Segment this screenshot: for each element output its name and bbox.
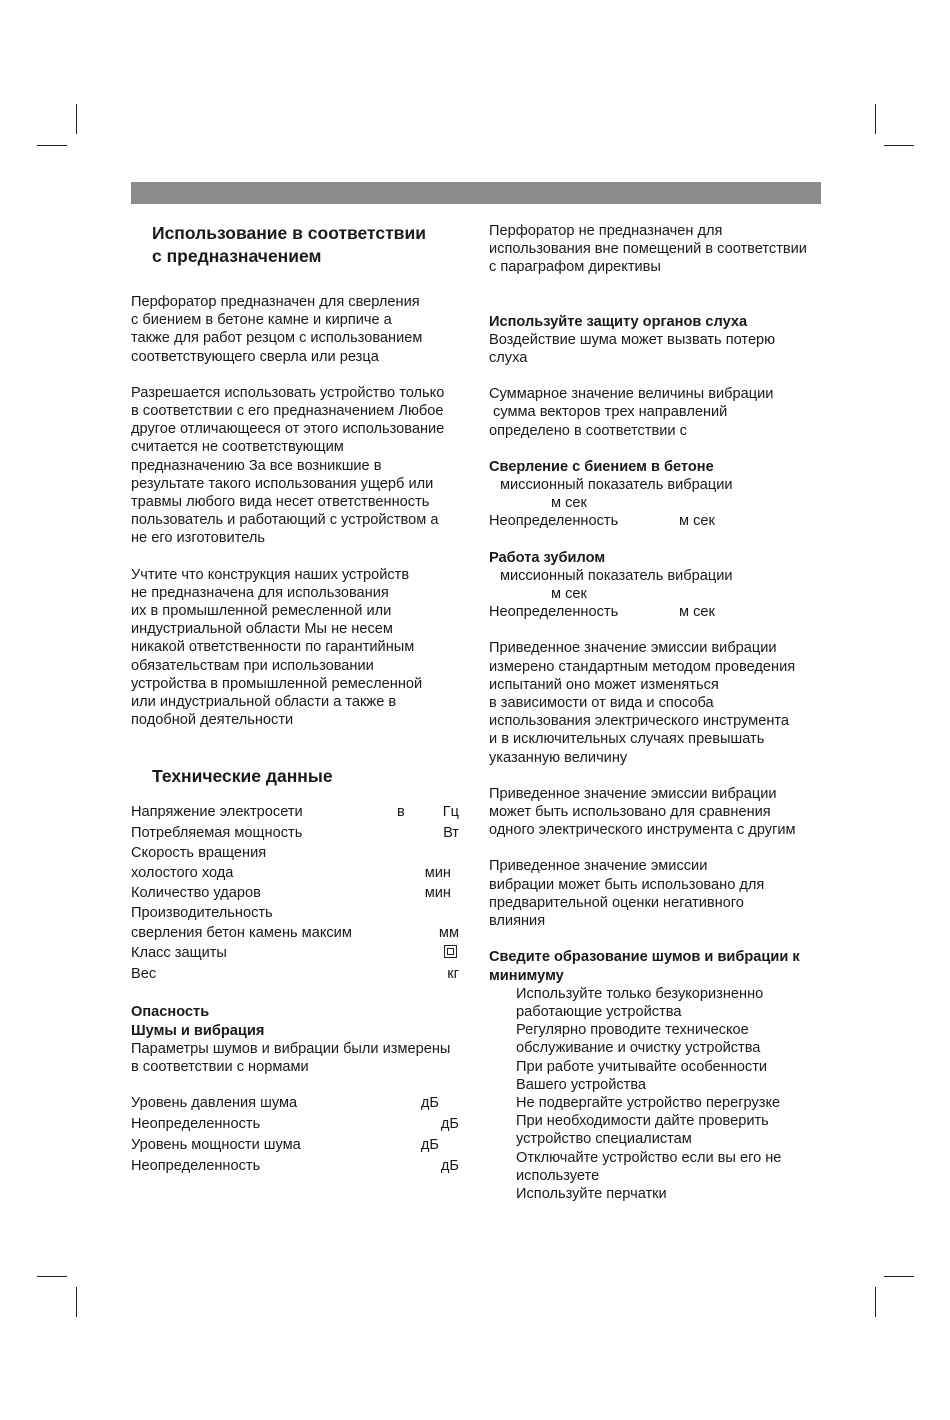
noise-label: Уровень давления шума [131, 1095, 298, 1112]
crop-mark [884, 145, 914, 146]
paragraph-outdoor [489, 222, 829, 277]
list-item: работающие устройства [516, 1003, 682, 1020]
tech-row-impacts [131, 883, 463, 904]
tech-row-power [131, 823, 463, 844]
tech-label: Производительность [131, 905, 273, 922]
noise-heading: Шумы и вибрация [131, 1022, 265, 1039]
text-line: Разрешается использовать устройство только [131, 384, 445, 401]
text-line: предварительной оценки негативного [489, 894, 744, 911]
text-line: Параметры шумов и вибрации были измерены [131, 1040, 451, 1057]
right-column [489, 222, 829, 1203]
tech-label: Потребляемая мощность [131, 825, 303, 842]
text-line: Сведите образование шумов и вибрации к [489, 949, 800, 966]
drill-uncertainty-row [489, 512, 829, 530]
text-line: сумма векторов трех направлений [489, 404, 728, 421]
text-line: результате такого использования ущерб или [131, 475, 434, 492]
text-line: их в промышленной ремесленной или [131, 603, 392, 620]
text-line: с параграфом директивы [489, 259, 661, 276]
text-line: в соответствии с нормами [131, 1059, 309, 1076]
text-line: Приведенное значение эмиссии [489, 858, 708, 875]
noise-row-pressure [131, 1093, 463, 1114]
noise-unit: дБ [420, 1137, 439, 1154]
uncertainty-unit: м сек [679, 513, 715, 530]
chisel-emission-label: миссионный показатель вибрации [500, 567, 733, 584]
drill-heading: Сверление с биением в бетоне [489, 458, 714, 475]
text-line: использования вне помещений в соответствии [489, 241, 807, 258]
list-item: используете [516, 1167, 600, 1184]
noise-intro [131, 1040, 463, 1076]
text-line: в соответствии с его предназначением Любое [131, 403, 444, 420]
text-line: пользователь и работающий с устройством а [131, 512, 439, 529]
tech-unit: кг [447, 966, 459, 983]
tech-value: в [397, 804, 405, 821]
tech-unit: мм [438, 924, 459, 941]
double-insulation-icon [444, 945, 457, 958]
text-line: может быть использовано для сравнения [489, 804, 771, 821]
uncertainty-unit: м сек [679, 604, 715, 621]
crop-mark [76, 1287, 77, 1317]
noise-unit: дБ [420, 1095, 439, 1112]
tech-label: Скорость вращения [131, 845, 267, 862]
tech-label: Вес [131, 966, 157, 983]
noise-row-uncertainty [131, 1156, 463, 1177]
paragraph-purpose [131, 293, 463, 366]
tech-unit: мин [424, 864, 451, 881]
noise-row-power [131, 1135, 463, 1156]
minimize-heading [489, 948, 829, 984]
text-line: с биением в бетоне камне и кирпиче а [131, 312, 392, 329]
text-line: вибрации может быть использовано для [489, 876, 765, 893]
text-line: минимуму [489, 967, 564, 984]
text-line: измерено стандартным методом проведения [489, 658, 796, 675]
paragraph-emission-1 [489, 639, 829, 766]
text-line: считается не соответствующим [131, 439, 344, 456]
list-item: обслуживание и очистку устройства [516, 1040, 761, 1057]
tech-label: Количество ударов [131, 885, 261, 902]
danger-heading: Опасность [131, 1004, 210, 1021]
text-line: не предназначена для использования [131, 584, 389, 601]
left-column [131, 222, 463, 1177]
text-line: указанную величину [489, 749, 628, 766]
crop-mark [884, 1276, 914, 1277]
text-line: обязательствам при использовании [131, 657, 374, 674]
noise-unit: дБ [440, 1158, 459, 1175]
noise-row-uncertainty [131, 1114, 463, 1135]
crop-mark [875, 1287, 876, 1317]
text-line: Перфоратор предназначен для сверления [131, 294, 420, 310]
hearing-text [489, 331, 829, 367]
text-line: или индустриальной области а также в [131, 694, 397, 711]
list-item: Регулярно проводите техническое [516, 1022, 749, 1039]
drill-emission-label: миссионный показатель вибрации [500, 477, 733, 494]
header-band [131, 182, 821, 204]
text-line: определено в соответствии с [489, 422, 687, 439]
section-title-tech-data: Технические данные [152, 766, 333, 787]
text-line: использования электрического инструмента [489, 713, 790, 730]
text-line: Приведенное значение эмиссии вибрации [489, 640, 777, 657]
tech-label: Класс защиты [131, 945, 227, 962]
text-line: Суммарное значение величины вибрации [489, 386, 774, 403]
text-line: индустриальной области Мы не несем [131, 621, 393, 638]
chisel-emission-unit: м сек [551, 586, 587, 603]
drill-emission-unit: м сек [551, 495, 587, 512]
list-item: Используйте только безукоризненно [516, 985, 764, 1002]
noise-label: Уровень мощности шума [131, 1137, 301, 1154]
crop-mark [37, 145, 67, 146]
title-line: Использование в соответствии [152, 223, 426, 243]
text-line: устройства в промышленной ремесленной [131, 675, 423, 692]
text-line: в зависимости от вида и способа [489, 695, 714, 712]
tech-data-table [131, 802, 463, 985]
tech-row-voltage [131, 802, 463, 823]
text-line: Приведенное значение эмиссии вибрации [489, 785, 777, 802]
list-item: При необходимости дайте проверить [516, 1113, 769, 1130]
vibration-text [489, 385, 829, 440]
text-line: влияния [489, 913, 546, 930]
section-title-intended-use [131, 222, 463, 268]
paragraph-emission-2 [489, 785, 829, 840]
text-line: также для работ резцом с использованием [131, 330, 423, 347]
noise-label: Неопределенность [131, 1158, 261, 1175]
tech-unit: мин [424, 885, 451, 902]
tech-unit: Гц [442, 804, 459, 821]
noise-table [131, 1093, 463, 1177]
tech-label: холостого хода [131, 864, 234, 881]
minimize-list [489, 985, 829, 1203]
text-line: Воздействие шума может вызвать потерю [489, 331, 776, 348]
text-line: другое отличающееся от этого использование [131, 421, 445, 438]
tech-label: сверления бетон камень максим [131, 924, 352, 941]
tech-row-class [131, 943, 463, 964]
hearing-heading: Используйте защиту органов слуха [489, 313, 748, 330]
list-item: Вашего устройства [516, 1076, 647, 1093]
text-line: никакой ответственности по гарантийным [131, 639, 415, 656]
text-line: Перфоратор не предназначен для [489, 223, 723, 239]
text-line: испытаний оно может изменяться [489, 676, 719, 693]
tech-row-speed [131, 844, 463, 883]
chisel-heading: Работа зубилом [489, 549, 606, 566]
text-line: предназначению За все возникшие в [131, 457, 382, 474]
list-item: При работе учитывайте особенности [516, 1058, 768, 1075]
noise-unit: дБ [440, 1116, 459, 1133]
uncertainty-label: Неопределенность [489, 513, 619, 530]
uncertainty-label: Неопределенность [489, 604, 619, 621]
tech-label: Напряжение электросети [131, 804, 303, 821]
text-line: соответствующего сверла или резца [131, 348, 379, 365]
paragraph-industrial-use [131, 566, 463, 730]
tech-row-performance [131, 904, 463, 943]
crop-mark [76, 104, 77, 134]
noise-label: Неопределенность [131, 1116, 261, 1133]
text-line: подобной деятельности [131, 712, 294, 729]
text-line: Учтите что конструкция наших устройств [131, 566, 410, 583]
list-item: Используйте перчатки [516, 1185, 667, 1202]
list-item: Не подвергайте устройство перегрузке [516, 1094, 781, 1111]
paragraph-permitted-use [131, 384, 463, 548]
chisel-uncertainty-row [489, 603, 829, 621]
crop-mark [37, 1276, 67, 1277]
text-line: одного электрического инструмента с другим [489, 822, 796, 839]
text-line: не его изготовитель [131, 530, 265, 547]
paragraph-emission-3 [489, 857, 829, 930]
text-line: слуха [489, 350, 528, 367]
list-item: Отключайте устройство если вы его не [516, 1149, 782, 1166]
text-line: и в исключительных случаях превышать [489, 731, 765, 748]
title-line: с предназначением [152, 246, 322, 266]
list-item: устройство специалистам [516, 1131, 692, 1148]
crop-mark [875, 104, 876, 134]
tech-row-weight [131, 964, 463, 985]
tech-unit: Вт [443, 825, 459, 842]
text-line: травмы любого вида несет ответственность [131, 494, 430, 511]
